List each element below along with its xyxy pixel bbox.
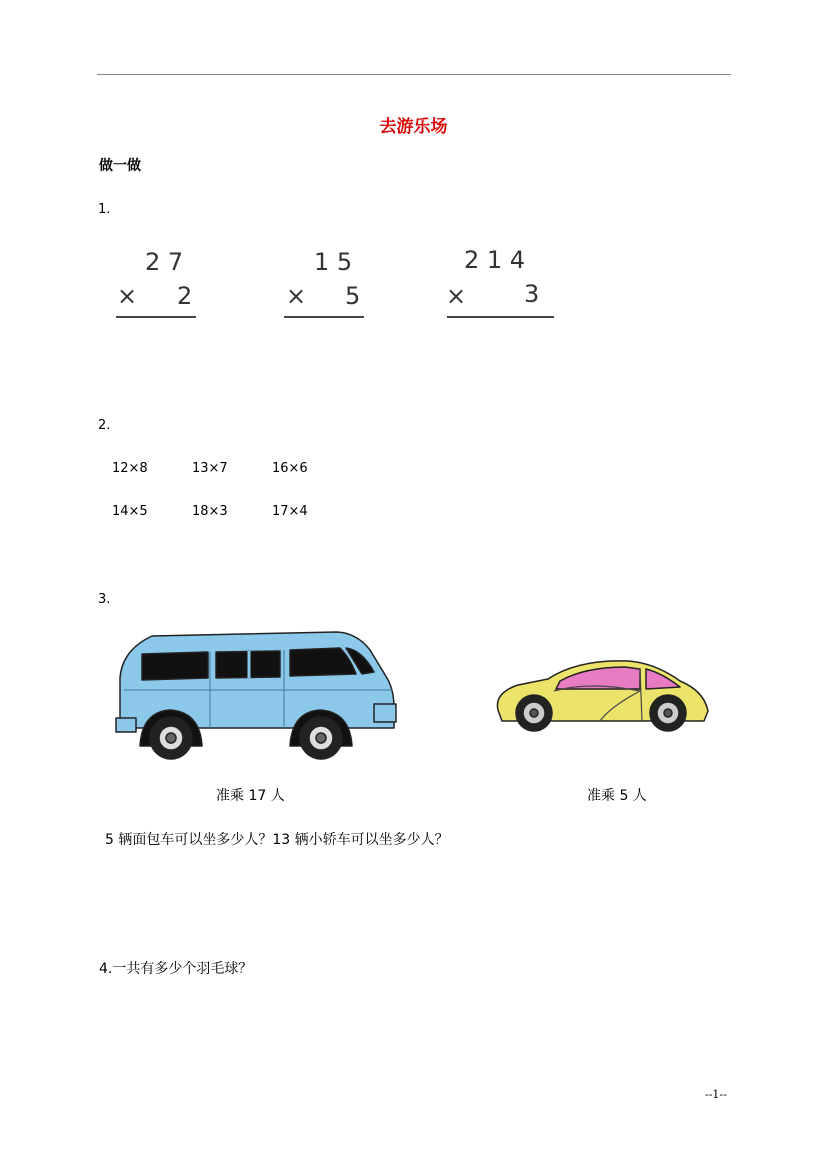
expression: 12×8	[112, 461, 148, 476]
vertical-multiplication-3	[444, 248, 559, 323]
question-1-number: 1.	[98, 202, 111, 217]
times-sign: ×	[286, 282, 307, 310]
multiplicand: 1 5	[314, 248, 353, 276]
multiplicand: 2 7	[145, 248, 184, 276]
van-capacity-label: 准乘 17 人	[216, 788, 285, 804]
times-sign: ×	[117, 282, 138, 310]
question-3-number: 3.	[98, 592, 111, 607]
multiplier: 3	[524, 280, 540, 308]
expression: 16×6	[272, 461, 308, 476]
result-line	[447, 316, 554, 318]
car-capacity-label: 准乘 5 人	[587, 788, 647, 804]
times-sign: ×	[446, 282, 467, 310]
multiplier: 5	[345, 282, 361, 310]
question-4-text: 4.一共有多少个羽毛球？	[99, 961, 253, 977]
header-rule	[97, 74, 731, 75]
car-image	[490, 655, 715, 735]
result-line	[284, 316, 364, 318]
expression: 14×5	[112, 504, 148, 519]
expression: 13×7	[192, 461, 228, 476]
page-number: --1--	[705, 1088, 727, 1101]
multiplier: 2	[177, 282, 193, 310]
question-2-number: 2.	[98, 418, 111, 433]
expression: 17×4	[272, 504, 308, 519]
result-line	[116, 316, 196, 318]
expression: 18×3	[192, 504, 228, 519]
vertical-multiplication-1	[113, 250, 203, 325]
vertical-multiplication-2	[282, 250, 372, 325]
page-title: 去游乐场	[379, 117, 448, 137]
multiplicand: 2 1 4	[464, 246, 526, 274]
van-image	[112, 628, 402, 763]
section-heading: 做一做	[99, 158, 141, 174]
question-3-text: 5 辆面包车可以坐多少人？13 辆小轿车可以坐多少人？	[105, 832, 449, 848]
